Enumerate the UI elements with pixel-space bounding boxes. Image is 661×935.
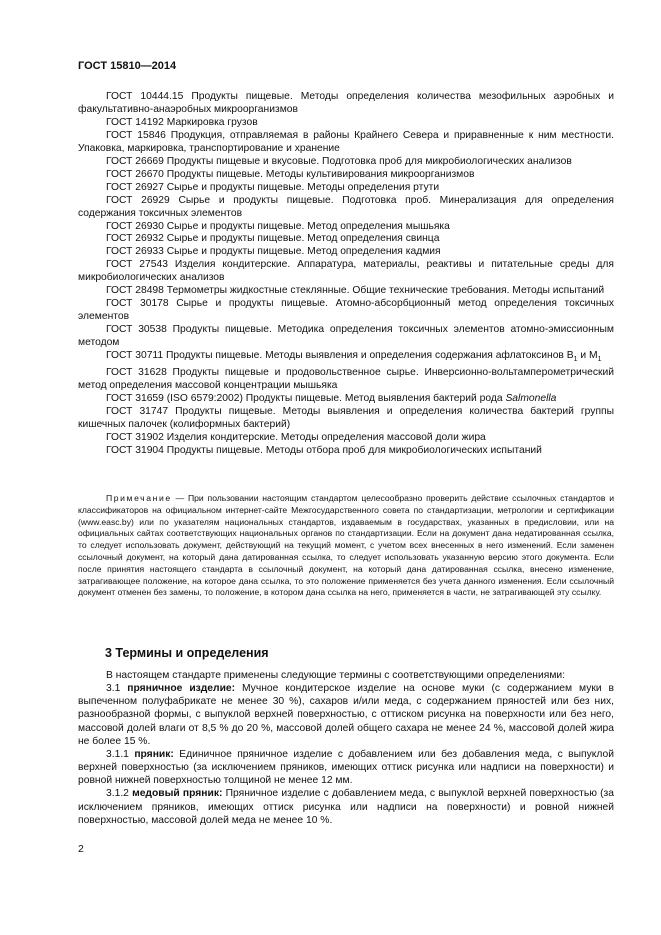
- reference-text-mid: и М: [577, 350, 598, 362]
- term-definition: [78, 748, 614, 787]
- term-text: Единичное пряничное изделие с добавлением или без добавления меда, с выпуклой верхней поверхностью (за исключением пряников, имеющих оттиск рисунка или надписи на поверхности) и ровной нижней поверхностью толщиной не менее 12 мм.: [78, 748, 614, 787]
- reference-item: ГОСТ 26927 Сырье и продукты пищевые. Методы определения ртути: [106, 181, 440, 193]
- reference-item: ГОСТ 14192 Маркировка грузов: [106, 116, 258, 128]
- section-title: 3 Термины и определения: [105, 646, 269, 660]
- reference-item: ГОСТ 26932 Сырье и продукты пищевые. Метод определения свинца: [106, 233, 440, 245]
- reference-item: ГОСТ 31902 Изделия кондитерские. Методы определения массовой доли жира: [106, 431, 486, 443]
- reference-item: ГОСТ 28498 Термометры жидкостные стеклянные. Общие технические требования. Методы испытаний: [106, 285, 605, 297]
- terms-definitions: [78, 669, 614, 827]
- reference-item: ГОСТ 26669 Продукты пищевые и вкусовые. Подготовка проб для микробиологических анализов: [106, 155, 572, 167]
- reference-item: ГОСТ 27543 Изделия кондитерские. Аппаратура, материалы, реактивы и питательные среды для микробиологических анализов: [78, 259, 614, 284]
- reference-item: ГОСТ 31904 Продукты пищевые. Методы отбора проб для микробиологических испытаний: [106, 444, 542, 456]
- page-number: 2: [78, 843, 84, 855]
- reference-item-31659: [78, 393, 614, 406]
- term-name: пряник:: [134, 748, 174, 760]
- reference-item: ГОСТ 26930 Сырье и продукты пищевые. Метод определения мышьяка: [106, 220, 450, 232]
- reference-item: ГОСТ 30538 Продукты пищевые. Методика определения токсичных элементов атомно-эмиссионным методом: [78, 324, 614, 349]
- term-text: Мучное кондитерское изделие на основе муки (с содержанием муки в выпеченном полуфабрикате не менее 30 %), сахаров и/или меда, с содержанием пряностей или без них, разнообразной формы, с выпуклой верхней поверхностью, с оттиском рисунка на поверхности или без него, массовой долей влаги от 8,5 % до 20 %, массовой долей общего сахара не менее 24 %, массовой долей жира не более 15 %.: [78, 683, 614, 747]
- reference-item: ГОСТ 15846 Продукция, отправляемая в районы Крайнего Севера и приравненные к ним местности. Упаковка, маркировка, транспортирование и хранение: [78, 129, 614, 154]
- term-number: 3.1: [106, 683, 128, 695]
- reference-item-30711: [78, 350, 614, 367]
- normative-references: [78, 91, 614, 458]
- section-intro: В настоящем стандарте применены следующие термины с соответствующими определениями:: [106, 670, 566, 681]
- reference-item: ГОСТ 10444.15 Продукты пищевые. Методы определения количества мезофильных аэробных и факультативно-анаэробных микроорганизмов: [78, 91, 614, 115]
- note-label: Примечание: [106, 493, 172, 503]
- subscript: 1: [597, 356, 602, 364]
- reference-item: ГОСТ 30178 Сырье и продукты пищевые. Атомно-абсорбционный метод определения токсичных элементов: [78, 298, 614, 323]
- reference-item: ГОСТ 26670 Продукты пищевые. Методы культивирования микроорганизмов: [106, 168, 475, 180]
- reference-item: ГОСТ 31628 Продукты пищевые и продовольственное сырье. Инверсионно-вольтамперометрический метод определения массовой концентрации мышьяка: [78, 367, 614, 392]
- subscript: 1: [573, 356, 578, 364]
- term-number: 3.1.2: [106, 788, 133, 800]
- term-definition: [78, 787, 614, 826]
- term-text: Пряничное изделие с добавлением меда, с выпуклой верхней поверхностью (за исключением пряников, имеющих оттиск рисунка или надписи на поверхности) и ровной нижней поверхностью, массовой долей меда не менее 10 %.: [78, 788, 614, 826]
- term-number: 3.1.1: [106, 748, 135, 760]
- italic-term: Salmonella: [505, 392, 557, 404]
- term-definition: [78, 682, 614, 748]
- document-header: ГОСТ 15810—2014: [78, 60, 177, 72]
- reference-text: ГОСТ 31659 (ISO 6579:2002) Продукты пищевые. Метод выявления бактерий рода: [106, 392, 506, 404]
- term-name: медовый пряник:: [132, 788, 223, 800]
- term-name: пряничное изделие:: [127, 683, 236, 695]
- note-text: — При пользовании настоящим стандартом целесообразно проверить действие ссылочных стандартов и классификаторов на официальном интернет-сайте Межгосударственного совета по стандартизации, метрологии и сертификации (www.easc.by) или по указателям национальных стандартов, издаваемым в государствах, указанных в предисловии, или на официальных сайтах соответствующих национальных органов по стандартизации. Если на документ дана недатированная ссылка, то следует использовать документ, действующий на текущий момент, с учетом всех внесенных в него изменений. Если заменен ссылочный документ, на который дана датированная ссылка, то следует использовать указанную версию этого документа. Если после принятия настоящего стандарта в ссылочный документ, на который дана датированная ссылка, внесено изменение, затрагивающее положение, на которое дана ссылка, то это положение применяется без учета данного изменения. Если ссылочный документ отменен без замены, то положение, в котором дана ссылка на него, применяется в части, не затрагивающей эту ссылку.: [78, 493, 614, 598]
- reference-item: ГОСТ 31747 Продукты пищевые. Методы выявления и определения количества бактерий группы кишечных палочек (колиформных бактерий): [78, 405, 614, 430]
- reference-text: ГОСТ 30711 Продукты пищевые. Методы выявления и определения содержания афлатоксинов В: [106, 350, 574, 362]
- reference-item: ГОСТ 26929 Сырье и продукты пищевые. Подготовка проб. Минерализация для определения содержания токсичных элементов: [78, 194, 614, 219]
- note-paragraph: [78, 493, 614, 599]
- reference-item: ГОСТ 26933 Сырье и продукты пищевые. Метод определения кадмия: [106, 246, 441, 258]
- note-block: [78, 493, 614, 599]
